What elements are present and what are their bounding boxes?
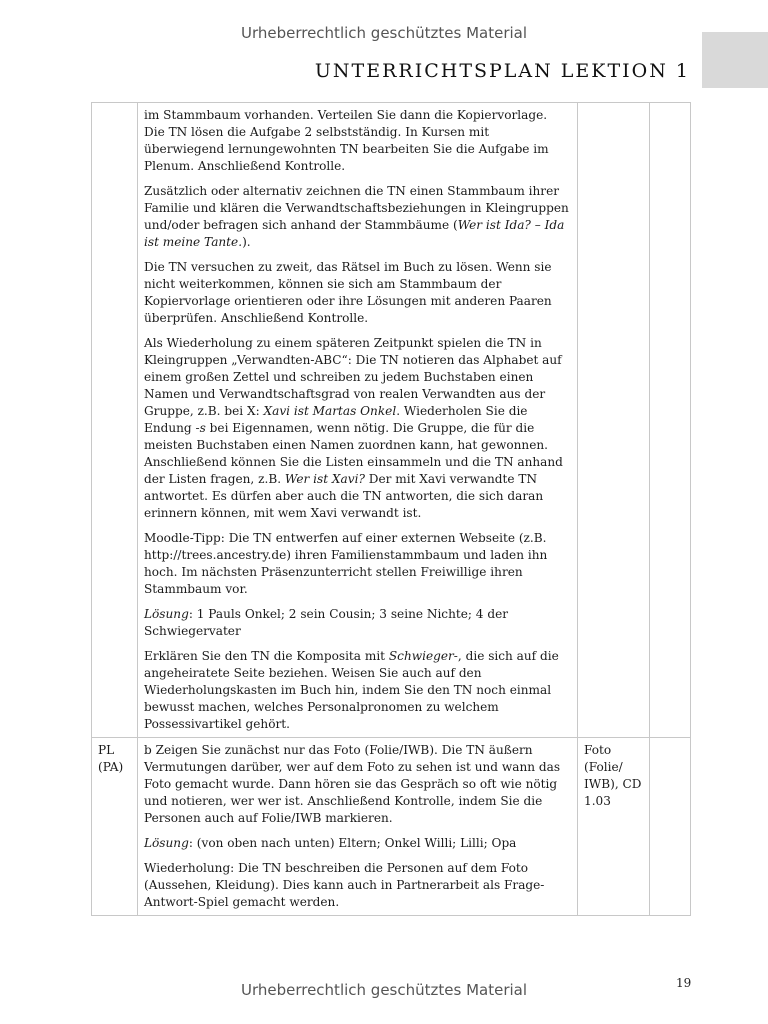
social-form-cell [92,103,138,738]
table-row [92,103,691,738]
paragraph: Erklären Sie den TN die Komposita mit Schwieger-, die sich auf die angeheiratete Seite beziehen. Weisen Sie auch auf den Wiederholungskasten im Buch hin, indem Sie den TN noch einmal bewusst machen, welches Personalpronomen zu welchem Possessivartikel gehört. [144,649,559,731]
paragraph: Lösung: (von oben nach unten) Eltern; Onkel Willi; Lilli; Opa [144,836,517,850]
table-row [92,738,691,916]
activity-cell [138,103,578,738]
page-number: 19 [676,976,692,990]
paragraph: Als Wiederholung zu einem späteren Zeitpunkt spielen die TN in Kleingruppen „Verwandten-ABC“: Die TN notieren das Alphabet auf einem großen Zettel und schreiben zu jedem Buchstaben einen Namen und Verwandtschaftsgrad von realen Verwandten aus der Gruppe, z.B. bei X: Xavi ist Martas Onkel. Wiederholen Sie die Endung -s bei Eigennamen, wenn nötig. Die Gruppe, die für die meisten Buchstaben einen Namen zuordnen kann, hat gewonnen. Anschließend können Sie die Listen einsammeln und die TN anhand der Listen fragen, z.B. Wer ist Xavi? Der mit Xavi verwandte TN antwortet. Es dürfen aber auch die TN antworten, die sich daran erinnern können, mit wem Xavi verwandt ist. [144,336,563,520]
social-form-cell [92,738,138,916]
activity-cell [138,738,578,916]
page-title: UNTERRICHTSPLAN LEKTION 1 [314,60,690,82]
paragraph: b Zeigen Sie zunächst nur das Foto (Folie/IWB). Die TN äußern Vermutungen darüber, wer auf dem Foto zu sehen ist und wann das Foto gemacht wurde. Dann hören sie das Gespräch so oft wie nötig und notieren, wer wer ist. Anschließend Kontrolle, indem Sie die Personen auch auf Folie/IWB markieren. [144,743,561,825]
notes-cell [650,738,691,916]
activity-text [138,738,577,915]
paragraph: Zusätzlich oder alternativ zeichnen die TN einen Stammbaum ihrer Familie und klären die Verwandtschaftsbeziehungen in Kleingruppen und/oder befragen sich anhand der Stammbäume (Wer ist Ida? – Ida ist meine Tante.). [144,184,569,249]
lesson-plan-table [91,102,691,916]
media-cell [578,738,650,916]
activity-text [138,103,577,737]
notes-cell [650,103,691,738]
watermark-top: Urheberrechtlich geschütztes Material [240,24,528,42]
paragraph: Wiederholung: Die TN beschreiben die Personen auf dem Foto (Aussehen, Kleidung). Dies kann auch in Partnerarbeit als Frage-Antwort-Spiel gemacht werden. [144,861,545,909]
media-text: Foto (Folie/ IWB), CD 1.03 [584,743,642,808]
paragraph: Moodle-Tipp: Die TN entwerfen auf einer externen Webseite (z.B. http://trees.ancestry.de) ihren Familienstammbaum und laden ihn hoch. Im nächsten Präsenzunterricht stellen Freiwillige ihren Stammbaum vor. [144,531,548,596]
paragraph: Die TN versuchen zu zweit, das Rätsel im Buch zu lösen. Wenn sie nicht weiterkommen, können sie sich am Stammbaum der Kopiervorlage orientieren oder ihre Lösungen mit anderen Paaren überprüfen. Anschließend Kontrolle. [144,260,552,325]
paragraph: im Stammbaum vorhanden. Verteilen Sie dann die Kopiervorlage. Die TN lösen die Aufgabe 2 selbstständig. In Kursen mit überwiegend lernungewohnten TN bearbeiten Sie die Aufgabe im Plenum. Anschließend Kontrolle. [144,108,549,173]
media-cell [578,103,650,738]
media-text [578,103,649,111]
watermark-bottom: Urheberrechtlich geschütztes Material [240,981,528,999]
social-form [92,103,137,111]
paragraph: Lösung: 1 Pauls Onkel; 2 sein Cousin; 3 seine Nichte; 4 der Schwiegervater [144,607,509,638]
chapter-tab [702,32,768,88]
social-form: PL (PA) [98,743,124,774]
